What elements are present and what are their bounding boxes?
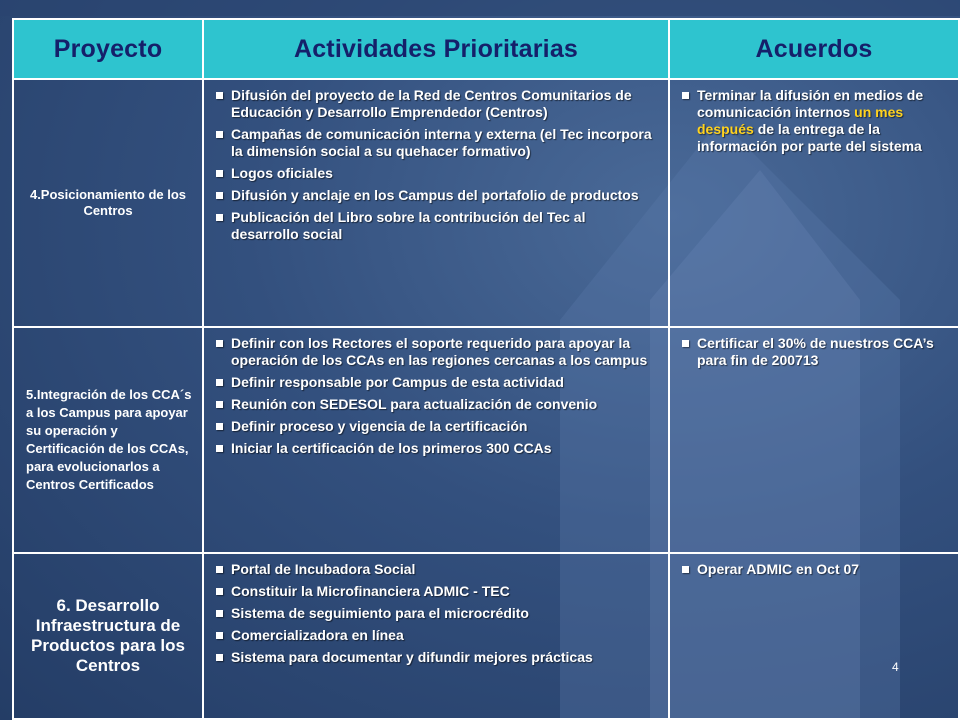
activities-list <box>205 555 667 666</box>
list-item: Reunión con SEDESOL para actualización de convenio <box>231 396 657 413</box>
activities-list <box>205 81 667 243</box>
projects-table <box>12 18 960 720</box>
project-cell: 5.Integración de los CCA´s a los Campus para apoyar su operación y Certificación de los CCAs, para evolucionarlos a Centros Certificados <box>13 327 203 553</box>
agreement-highlight: un mes después <box>697 104 904 137</box>
activities-cell <box>203 553 669 719</box>
list-item: Sistema para documentar y difundir mejores prácticas <box>231 649 657 666</box>
header-proyecto: Proyecto <box>13 19 203 79</box>
agreement-text: Terminar la difusión en medios de comunicación internos <box>697 87 924 120</box>
list-item: Iniciar la certificación de los primeros 300 CCAs <box>231 440 657 457</box>
list-item: Certificar el 30% de nuestros CCA’s para fin de 200713 <box>697 335 947 369</box>
list-item <box>697 87 947 155</box>
header-actividades: Actividades Prioritarias <box>203 19 669 79</box>
agreement-cell <box>669 327 959 553</box>
page-number: 4 <box>892 660 899 674</box>
activities-list <box>205 329 667 457</box>
list-item: Constituir la Microfinanciera ADMIC - TEC <box>231 583 657 600</box>
activities-cell <box>203 327 669 553</box>
list-item: Difusión del proyecto de la Red de Centros Comunitarios de Educación y Desarrollo Emprendedor (Centros) <box>231 87 657 121</box>
list-item: Definir proceso y vigencia de la certificación <box>231 418 657 435</box>
list-item: Campañas de comunicación interna y externa (el Tec incorpora la dimensión social a su quehacer formativo) <box>231 126 657 160</box>
table-row <box>13 79 959 327</box>
agreement-list <box>671 81 957 155</box>
list-item: Operar ADMIC en Oct 07 <box>697 561 947 578</box>
agreement-cell <box>669 553 959 719</box>
list-item: Sistema de seguimiento para el microcrédito <box>231 605 657 622</box>
list-item: Difusión y anclaje en los Campus del portafolio de productos <box>231 187 657 204</box>
list-item: Comercializadora en línea <box>231 627 657 644</box>
activities-cell <box>203 79 669 327</box>
table-row <box>13 553 959 719</box>
table-header-row <box>13 19 959 79</box>
list-item: Publicación del Libro sobre la contribución del Tec al desarrollo social <box>231 209 657 243</box>
agreement-list <box>671 555 957 578</box>
list-item: Portal de Incubadora Social <box>231 561 657 578</box>
agreement-text: de la entrega de la información por parte del sistema <box>697 121 922 154</box>
list-item: Definir responsable por Campus de esta actividad <box>231 374 657 391</box>
header-acuerdos: Acuerdos <box>669 19 959 79</box>
table-row <box>13 327 959 553</box>
project-cell: 4.Posicionamiento de los Centros <box>13 79 203 327</box>
agreement-cell <box>669 79 959 327</box>
list-item: Definir con los Rectores el soporte requerido para apoyar la operación de los CCAs en las regiones cercanas a los campus <box>231 335 657 369</box>
agreement-list <box>671 329 957 369</box>
list-item: Logos oficiales <box>231 165 657 182</box>
project-cell: 6. Desarrollo Infraestructura de Productos para los Centros <box>13 553 203 719</box>
